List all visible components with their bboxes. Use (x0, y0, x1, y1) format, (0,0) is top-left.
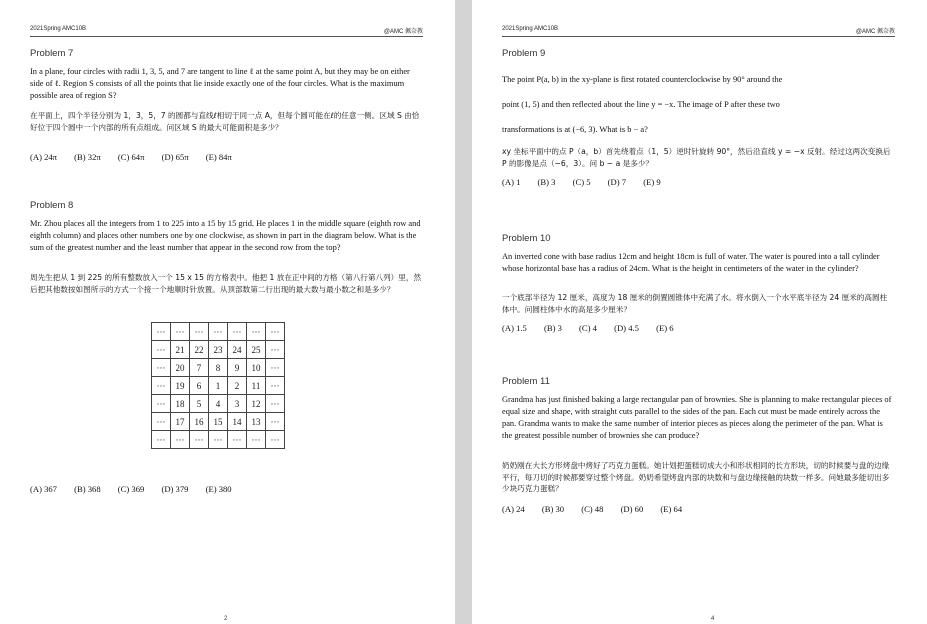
grid-cell: 11 (247, 377, 266, 395)
grid-cell: 7 (190, 359, 209, 377)
problem-8-english: Mr. Zhou places all the integers from 1 to 225 into a 15 by 15 grid. He places 1 in the middle square (eighth row and eighth column) and places other numbers one by one clockwise, as shown in part in the diagram below. What is the sum of the greatest number and the least number that appear in the second row from the top? (30, 219, 421, 252)
grid-cell: ··· (266, 431, 285, 449)
choice-e: (E) 64 (660, 504, 683, 514)
choice-e: (E) 84π (205, 152, 232, 162)
choice-c: (C) 64π (117, 152, 145, 162)
grid-row (152, 395, 285, 413)
grid-row (152, 323, 285, 341)
grid-cell: ··· (152, 395, 171, 413)
grid-cell: ··· (266, 323, 285, 341)
grid-cell: 22 (190, 341, 209, 359)
grid-cell: ··· (266, 413, 285, 431)
choice-b: (B) 32π (74, 152, 101, 162)
grid-cell: 12 (247, 395, 266, 413)
choice-a: (A) 24 (502, 504, 525, 514)
problem-10-chinese: 一个底部半径为 12 厘米，高度为 18 厘米的倒置圆锥体中充满了水。将水倒入一个水平底半径为 24 厘米的高圆柱体中。问圆柱体中水的高是多少厘米？ (502, 293, 888, 314)
grid-cell: 5 (190, 395, 209, 413)
choice-c: (C) 48 (581, 504, 604, 514)
choice-b: (B) 3 (537, 177, 556, 187)
grid-cell: 15 (209, 413, 228, 431)
choice-b: (B) 30 (541, 504, 565, 514)
grid-cell: ··· (152, 323, 171, 341)
choice-a: (A) 1 (502, 177, 521, 187)
choice-a: (A) 24π (30, 152, 58, 162)
problem-11-english: Grandma has just finished baking a large rectangular pan of brownies. She is planning to make rectangular pieces of equal size and shape, with straight cuts parallel to the sides of the pan. Each cut must be made entirely across the pan. Grandma wants to make the same number of interior pieces as pieces along the perimeter of the pan. What is the greatest possible number of brownies she can produce? (502, 395, 892, 440)
grid-cell: 25 (247, 341, 266, 359)
problem-7-chinese: 在平面上，四个半径分别为 1，3，5，7 的圆都与直线ℓ相切于同一点 A，但每个圆可能在ℓ的任意一侧。区域 S 由恰好位于四个圆中一个内部的所有点组成。问区域 S 的最大可能面积是多少？ (30, 111, 420, 132)
grid-cell: 21 (171, 341, 190, 359)
problem-10-title: Problem 10 (502, 233, 551, 244)
grid-row (152, 431, 285, 449)
grid-cell: ··· (266, 395, 285, 413)
problem-7-title: Problem 7 (30, 48, 74, 59)
problem-9-line-3: transformations is at (−6, 3). What is b − a? (502, 125, 648, 134)
problem-7-choices (30, 152, 247, 162)
problem-9-line-2: point (1, 5) and then reflected about the line y = −x. The image of P after these two (502, 100, 780, 109)
choice-c: (C) 4 (579, 323, 597, 333)
grid-cell: 8 (209, 359, 228, 377)
grid-cell: ··· (152, 413, 171, 431)
grid-cell: ··· (152, 359, 171, 377)
choice-d: (D) 60 (620, 504, 644, 514)
problem-9-title: Problem 9 (502, 48, 546, 59)
grid-cell: 6 (190, 377, 209, 395)
grid-cell: 2 (228, 377, 247, 395)
grid-cell: ··· (152, 377, 171, 395)
grid-row (152, 341, 285, 359)
header-left: 2021Spring AMC10B (30, 26, 87, 32)
problem-8-choices (30, 484, 247, 494)
problem-7-english: In a plane, four circles with radii 1, 3, 5, and 7 are tangent to line ℓ at the same point A, but they may be on either side of ℓ. Region S consists of all the points that lie inside exactly one of the four circles. What is the maximum possible area of region S? (30, 67, 410, 100)
grid-cell: ··· (152, 431, 171, 449)
grid-cell: 17 (171, 413, 190, 431)
choice-c: (C) 5 (572, 177, 591, 187)
grid-row (152, 359, 285, 377)
grid-cell: 9 (228, 359, 247, 377)
header-right: @AMC 佩奈教 (855, 29, 895, 35)
page-header (30, 26, 423, 37)
problem-11-title: Problem 11 (502, 376, 550, 387)
choice-c: (C) 369 (117, 484, 145, 494)
page-left (0, 0, 455, 624)
spiral-grid (151, 322, 285, 449)
grid-cell: ··· (247, 323, 266, 341)
problem-9-line-1: The point P(a, b) in the xy-plane is first rotated counterclockwise by 90° around the (502, 75, 783, 84)
grid-cell: 20 (171, 359, 190, 377)
grid-cell: ··· (247, 431, 266, 449)
grid-cell: 23 (209, 341, 228, 359)
problem-10-english: An inverted cone with base radius 12cm and height 18cm is full of water. The water is poured into a tall cylinder whose horizontal base has a radius of 24cm. What is the height in centimeters of the water in the cylinder? (502, 252, 880, 273)
choice-d: (D) 7 (607, 177, 627, 187)
grid-cell: 24 (228, 341, 247, 359)
problem-9-chinese: xy 坐标平面中的点 P（a，b）首先绕着点（1，5）逆时针旋转 90°，然后沿直线 y = −x 反射。经过这两次变换后 P 的影像是点（−6，3）。问 b − a 是多少？ (502, 147, 891, 168)
grid-row (152, 377, 285, 395)
problem-11-choices (502, 504, 697, 514)
grid-cell: 1 (209, 377, 228, 395)
choice-e: (E) 6 (656, 323, 674, 333)
grid-cell: 16 (190, 413, 209, 431)
problem-8-chinese: 周先生把从 1 到 225 的所有整数放入一个 15 x 15 的方格表中。他把 1 放在正中间的方格（第八行第八列）里，然后把其他数按如图所示的方式一个接一个地顺时针放置。从顶部数第二行出现的最大数与最小数之和是多少？ (30, 273, 422, 294)
grid-cell: 19 (171, 377, 190, 395)
choice-d: (D) 379 (161, 484, 189, 494)
choice-e: (E) 380 (205, 484, 232, 494)
grid-cell: 14 (228, 413, 247, 431)
choice-e: (E) 9 (643, 177, 661, 187)
grid-cell: ··· (228, 323, 247, 341)
page-right (472, 0, 927, 624)
page-number: 2 (224, 616, 228, 622)
grid-cell: 18 (171, 395, 190, 413)
grid-cell: ··· (266, 341, 285, 359)
page-number: 4 (711, 616, 715, 622)
grid-cell: ··· (152, 341, 171, 359)
grid-cell: ··· (209, 431, 228, 449)
choice-d: (D) 4.5 (614, 323, 639, 333)
page-header (502, 26, 895, 37)
grid-cell: ··· (228, 431, 247, 449)
grid-cell: ··· (190, 431, 209, 449)
grid-cell: ··· (190, 323, 209, 341)
grid-cell: 10 (247, 359, 266, 377)
grid-row (152, 413, 285, 431)
grid-cell: ··· (266, 359, 285, 377)
grid-cell: ··· (171, 431, 190, 449)
choice-a: (A) 1.5 (502, 323, 527, 333)
problem-11-chinese: 奶奶刚在大长方形烤盘中烤好了巧克力蛋糕。她计划把蛋糕切成大小和形状相同的长方形块，切的时候要与盘的边缘平行，每刀切的时候都要穿过整个烤盘。奶奶希望烤盘内部的块数和与盘边缘接触的块数一样多。问她最多能切出多少块巧克力蛋糕？ (502, 461, 890, 493)
problem-9-choices (502, 177, 676, 187)
problem-10-choices (502, 323, 689, 333)
problem-8-title: Problem 8 (30, 200, 74, 211)
choice-d: (D) 65π (161, 152, 189, 162)
grid-cell: 3 (228, 395, 247, 413)
grid-cell: ··· (209, 323, 228, 341)
header-left: 2021Spring AMC10B (502, 26, 559, 32)
header-right: @AMC 佩奈教 (383, 29, 423, 35)
choice-b: (B) 3 (543, 323, 562, 333)
grid-cell: 13 (247, 413, 266, 431)
grid-cell: ··· (266, 377, 285, 395)
grid-cell: ··· (171, 323, 190, 341)
choice-a: (A) 367 (30, 484, 57, 494)
grid-cell: 4 (209, 395, 228, 413)
choice-b: (B) 368 (74, 484, 101, 494)
